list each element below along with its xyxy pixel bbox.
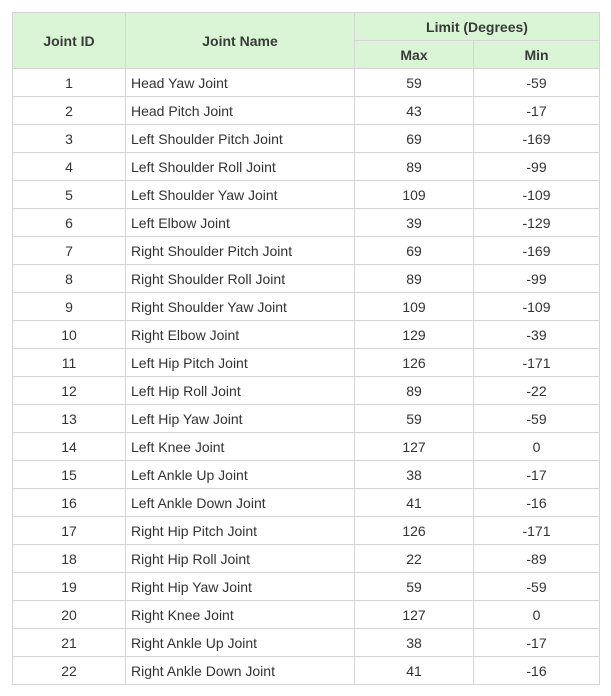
table-body [13, 69, 600, 685]
min-limit-cell: -17 [474, 461, 600, 489]
max-limit-cell: 43 [355, 97, 474, 125]
min-limit-cell: 0 [474, 433, 600, 461]
joint-name-cell: Left Shoulder Pitch Joint [126, 125, 355, 153]
joint-id-cell: 17 [13, 517, 126, 545]
min-limit-cell: -59 [474, 405, 600, 433]
joint-id-cell: 16 [13, 489, 126, 517]
joint-id-cell: 21 [13, 629, 126, 657]
table-row [13, 433, 600, 461]
max-limit-cell: 59 [355, 405, 474, 433]
min-limit-cell: -59 [474, 573, 600, 601]
min-limit-cell: -129 [474, 209, 600, 237]
joint-id-cell: 14 [13, 433, 126, 461]
joint-name-cell: Left Shoulder Roll Joint [126, 153, 355, 181]
table-header [13, 13, 600, 69]
table-row [13, 601, 600, 629]
max-limit-cell: 127 [355, 601, 474, 629]
min-limit-cell: -89 [474, 545, 600, 573]
table-row [13, 153, 600, 181]
joint-name-cell: Right Hip Pitch Joint [126, 517, 355, 545]
joint-limits-table [12, 12, 600, 685]
table-row [13, 629, 600, 657]
joint-name-cell: Right Hip Roll Joint [126, 545, 355, 573]
joint-id-cell: 3 [13, 125, 126, 153]
max-limit-cell: 22 [355, 545, 474, 573]
max-limit-cell: 129 [355, 321, 474, 349]
max-limit-cell: 89 [355, 377, 474, 405]
min-limit-cell: -109 [474, 181, 600, 209]
joint-name-cell: Right Shoulder Yaw Joint [126, 293, 355, 321]
joint-name-cell: Right Shoulder Roll Joint [126, 265, 355, 293]
joint-name-cell: Left Ankle Down Joint [126, 489, 355, 517]
min-limit-cell: -39 [474, 321, 600, 349]
table-row [13, 181, 600, 209]
joint-id-cell: 20 [13, 601, 126, 629]
min-limit-cell: -16 [474, 657, 600, 685]
max-limit-cell: 38 [355, 629, 474, 657]
joint-id-cell: 8 [13, 265, 126, 293]
joint-id-cell: 18 [13, 545, 126, 573]
table-row [13, 97, 600, 125]
joint-id-cell: 9 [13, 293, 126, 321]
joint-id-cell: 19 [13, 573, 126, 601]
header-limit-degrees: Limit (Degrees) [355, 13, 600, 41]
min-limit-cell: -99 [474, 153, 600, 181]
table-row [13, 657, 600, 685]
max-limit-cell: 89 [355, 265, 474, 293]
joint-name-cell: Left Elbow Joint [126, 209, 355, 237]
joint-id-cell: 12 [13, 377, 126, 405]
max-limit-cell: 41 [355, 489, 474, 517]
table-row [13, 209, 600, 237]
joint-id-cell: 15 [13, 461, 126, 489]
joint-name-cell: Left Ankle Up Joint [126, 461, 355, 489]
min-limit-cell: -169 [474, 237, 600, 265]
table-row [13, 293, 600, 321]
min-limit-cell: -109 [474, 293, 600, 321]
joint-id-cell: 6 [13, 209, 126, 237]
joint-id-cell: 5 [13, 181, 126, 209]
table-row [13, 405, 600, 433]
joint-name-cell: Left Hip Pitch Joint [126, 349, 355, 377]
header-joint-id: Joint ID [13, 13, 126, 69]
min-limit-cell: -169 [474, 125, 600, 153]
max-limit-cell: 41 [355, 657, 474, 685]
min-limit-cell: -171 [474, 517, 600, 545]
joint-name-cell: Left Hip Yaw Joint [126, 405, 355, 433]
max-limit-cell: 126 [355, 349, 474, 377]
min-limit-cell: -16 [474, 489, 600, 517]
max-limit-cell: 69 [355, 237, 474, 265]
max-limit-cell: 127 [355, 433, 474, 461]
min-limit-cell: -59 [474, 69, 600, 97]
table-row [13, 321, 600, 349]
joint-name-cell: Left Knee Joint [126, 433, 355, 461]
joint-id-cell: 1 [13, 69, 126, 97]
table-row [13, 237, 600, 265]
joint-id-cell: 4 [13, 153, 126, 181]
table-row [13, 349, 600, 377]
min-limit-cell: -22 [474, 377, 600, 405]
joint-name-cell: Right Ankle Down Joint [126, 657, 355, 685]
header-row-top [13, 13, 600, 41]
max-limit-cell: 59 [355, 69, 474, 97]
joint-name-cell: Head Pitch Joint [126, 97, 355, 125]
joint-name-cell: Right Shoulder Pitch Joint [126, 237, 355, 265]
max-limit-cell: 126 [355, 517, 474, 545]
header-joint-name: Joint Name [126, 13, 355, 69]
joint-name-cell: Left Hip Roll Joint [126, 377, 355, 405]
joint-name-cell: Right Elbow Joint [126, 321, 355, 349]
max-limit-cell: 59 [355, 573, 474, 601]
max-limit-cell: 69 [355, 125, 474, 153]
table-row [13, 573, 600, 601]
max-limit-cell: 109 [355, 181, 474, 209]
header-min: Min [474, 41, 600, 69]
min-limit-cell: -17 [474, 629, 600, 657]
table-row [13, 377, 600, 405]
joint-name-cell: Head Yaw Joint [126, 69, 355, 97]
min-limit-cell: 0 [474, 601, 600, 629]
min-limit-cell: -171 [474, 349, 600, 377]
max-limit-cell: 109 [355, 293, 474, 321]
joint-name-cell: Right Ankle Up Joint [126, 629, 355, 657]
joint-id-cell: 2 [13, 97, 126, 125]
max-limit-cell: 39 [355, 209, 474, 237]
min-limit-cell: -17 [474, 97, 600, 125]
joint-id-cell: 7 [13, 237, 126, 265]
joint-name-cell: Right Knee Joint [126, 601, 355, 629]
joint-name-cell: Left Shoulder Yaw Joint [126, 181, 355, 209]
joint-id-cell: 13 [13, 405, 126, 433]
table-row [13, 125, 600, 153]
table-row [13, 69, 600, 97]
table-row [13, 517, 600, 545]
table-row [13, 545, 600, 573]
joint-id-cell: 22 [13, 657, 126, 685]
min-limit-cell: -99 [474, 265, 600, 293]
max-limit-cell: 38 [355, 461, 474, 489]
table-row [13, 461, 600, 489]
max-limit-cell: 89 [355, 153, 474, 181]
header-max: Max [355, 41, 474, 69]
joint-id-cell: 11 [13, 349, 126, 377]
joint-name-cell: Right Hip Yaw Joint [126, 573, 355, 601]
table-row [13, 265, 600, 293]
table-row [13, 489, 600, 517]
joint-id-cell: 10 [13, 321, 126, 349]
